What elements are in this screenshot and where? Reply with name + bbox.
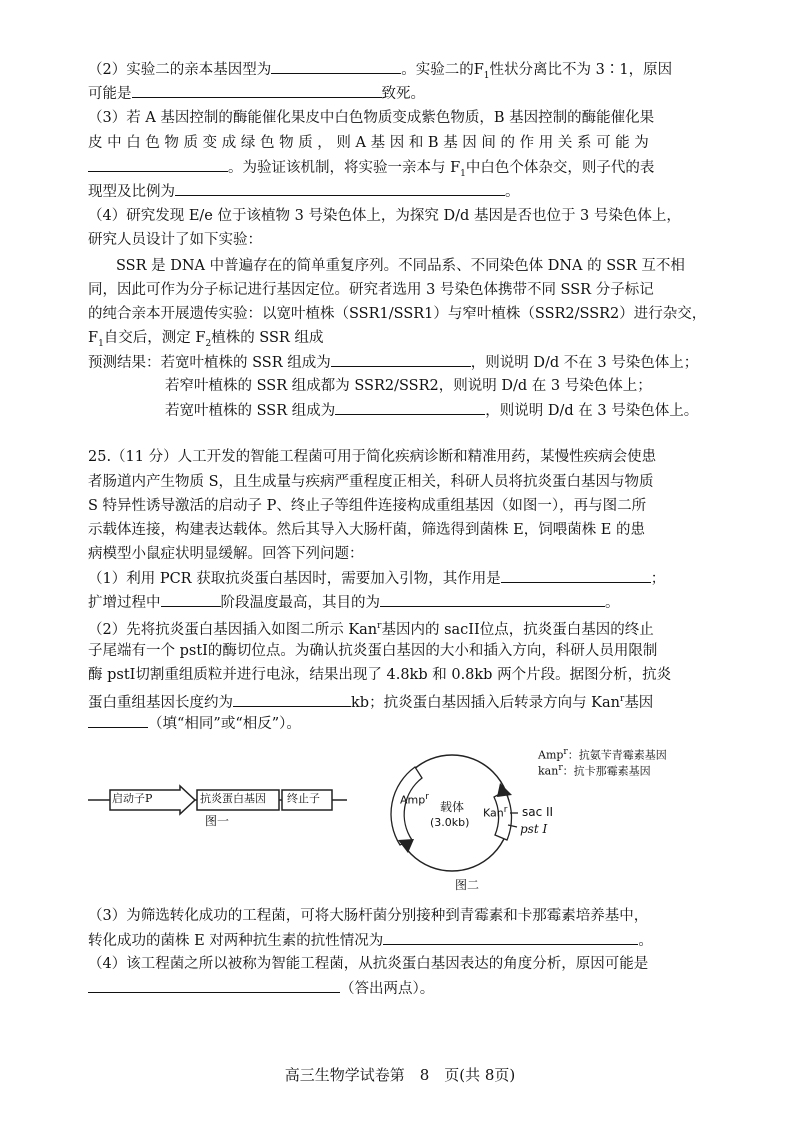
q24-p3-line3: 。为验证该机制，将实验一亲本与 $F_1$中白色个体杂交，则子代的表 — [88, 157, 654, 184]
page-footer: 高三生物学试卷第 8 页(共 8页) — [284, 1066, 516, 1084]
q24-p2-line2: 可能是 致死。 — [88, 83, 425, 104]
q24-p4-line4: 同，因此可作为分子标记进行基因定位。研究者选用 3 号染色体携带不同 SSR 分子标记 — [88, 282, 654, 298]
q25-intro-line5: 病模型小鼠症状明显缓解。回答下列问题： — [88, 546, 364, 562]
answer-blank[interactable] — [331, 352, 471, 367]
answer-blank[interactable] — [88, 157, 228, 172]
answer-blank[interactable] — [383, 930, 638, 945]
answer-blank[interactable] — [271, 59, 401, 74]
q25-p1-line1: （1）利用 PCR 获取抗炎蛋白基因时，需要加入引物，其作用是 ； — [88, 568, 665, 589]
q25-intro-line3: S 特异性诱导激活的启动子 P、终止子等组件连接构成重组基因（如图一），再与图二所 — [88, 498, 647, 514]
promoter-label: 启动子P — [112, 792, 153, 805]
terminator-label: 终止子 — [287, 792, 320, 805]
q25-p4-line2: （答出两点）。 — [88, 978, 434, 999]
q24-p3-line1: （3）若 A 基因控制的酶能催化果皮中白色物质变成紫色物质，B 基因控制的酶能催化果 — [88, 110, 655, 126]
ampr-label: Amp$^r$ — [400, 792, 429, 807]
q25-p2-line4: 蛋白重组基因长度约为 kb；抗炎蛋白基因插入后转录方向与 Kan$^r$基因 — [88, 689, 653, 713]
q25-p1-line2: 扩增过程中 阶段温度最高，其目的为 。 — [88, 592, 620, 613]
q24-p4-line5: 的纯合亲本开展遗传实验：以宽叶植株（SSR1/SSR1）与窄叶植株（SSR2/SSR2）进行杂交， — [88, 306, 707, 322]
figure-1-caption: 图一 — [205, 814, 230, 828]
answer-blank[interactable] — [380, 592, 605, 607]
q24-p4-line7: 预测结果：若宽叶植株的 SSR 组成为 ，则说明 D/d 不在 3 号染色体上； — [88, 352, 698, 373]
q24-p3-line2: 皮 中 白 色 物 质 变 成 绿 色 物 质 ， 则 A 基 因 和 B 基 因 间 的 作 用 关 系 可 能 为 — [88, 135, 649, 151]
q24-p4-line8: 若窄叶植株的 SSR 组成都为 SSR2/SSR2，则说明 D/d 在 3 号染色体上； — [165, 378, 652, 394]
q25-intro-line4: 示载体连接，构建表达载体。然后其导入大肠杆菌，筛选得到菌株 E，饲喂菌株 E 的患 — [88, 522, 645, 538]
answer-blank[interactable] — [501, 568, 651, 583]
q24-p4-line1: （4）研究发现 E/e 位于该植物 3 号染色体上，为探究 D/d 基因是否也位于 3 号染色体上， — [88, 208, 681, 224]
answer-blank[interactable] — [175, 181, 505, 196]
vector-label: 载体 — [440, 800, 465, 814]
q24-p3-line4: 现型及比例为 。 — [88, 181, 520, 202]
q24-p4-line9: 若宽叶植株的 SSR 组成为 ，则说明 D/d 在 3 号染色体上。 — [165, 400, 698, 421]
answer-blank[interactable] — [132, 83, 382, 98]
q24-p4-line6: $F_1$自交后，测定 $F_2$植株的 SSR 组成 — [88, 330, 324, 349]
kanr-label: Kan$^r$ — [483, 805, 508, 820]
answer-blank[interactable] — [233, 692, 351, 707]
answer-blank[interactable] — [161, 592, 221, 607]
q25-p4-line1: （4）该工程菌之所以被称为智能工程菌，从抗炎蛋白基因表达的角度分析，原因可能是 — [88, 956, 649, 972]
q24-p4-line3: SSR 是 DNA 中普遍存在的简单重复序列。不同品系、不同染色体 DNA 的 SSR 互不相 — [116, 258, 685, 274]
q25-p3-line1: （3）为筛选转化成功的工程菌，可将大肠杆菌分别接种到青霉素和卡那霉素培养基中， — [88, 908, 649, 924]
q25-p2-line2: 子尾端有一个 pstI的酶切位点。为确认抗炎蛋白基因的大小和插入方向，科研人员用限制 — [88, 643, 658, 659]
q25-p3-line2: 转化成功的菌株 E 对两种抗生素的抗性情况为 。 — [88, 930, 653, 951]
vector-size-label: (3.0kb) — [430, 816, 470, 829]
legend-kanr: kan$^r$：抗卡那霉素基因 — [538, 763, 651, 778]
answer-blank[interactable] — [88, 713, 148, 728]
answer-blank[interactable] — [335, 400, 485, 415]
q25-p2-line5: （填“相同”或“相反”）。 — [88, 713, 301, 734]
legend-ampr: Amp$^r$：抗氨苄青霉素基因 — [538, 747, 667, 762]
q24-p4-line2: 研究人员设计了如下实验： — [88, 232, 262, 248]
sacii-label: sac II — [522, 805, 554, 819]
q25-intro-line2: 者肠道内产生物质 S，且生成量与疾病严重程度正相关，科研人员将抗炎蛋白基因与物质 — [88, 474, 654, 490]
q25-intro-line1: 25.（11 分）人工开发的智能工程菌可用于简化疾病诊断和精准用药，某慢性疾病会使患 — [88, 449, 657, 465]
gene-label: 抗炎蛋白基因 — [200, 792, 266, 805]
q25-p2-line1: （2）先将抗炎蛋白基因插入如图二所示 Kan$^r$基因内的 sacII位点，抗炎蛋白基因的终止 — [88, 621, 654, 638]
q24-p2-line1: （2）实验二的亲本基因型为 。实验二的$F_1$性状分离比不为 3∶1，原因 — [88, 59, 672, 86]
answer-blank[interactable] — [88, 978, 340, 993]
figure-2-caption: 图二 — [455, 878, 480, 892]
q25-p2-line3: 酶 pstI切割重组质粒并进行电泳，结果出现了 4.8kb 和 0.8kb 两个片段。据图分析，抗炎 — [88, 667, 672, 683]
psti-label: pst I — [520, 822, 548, 836]
